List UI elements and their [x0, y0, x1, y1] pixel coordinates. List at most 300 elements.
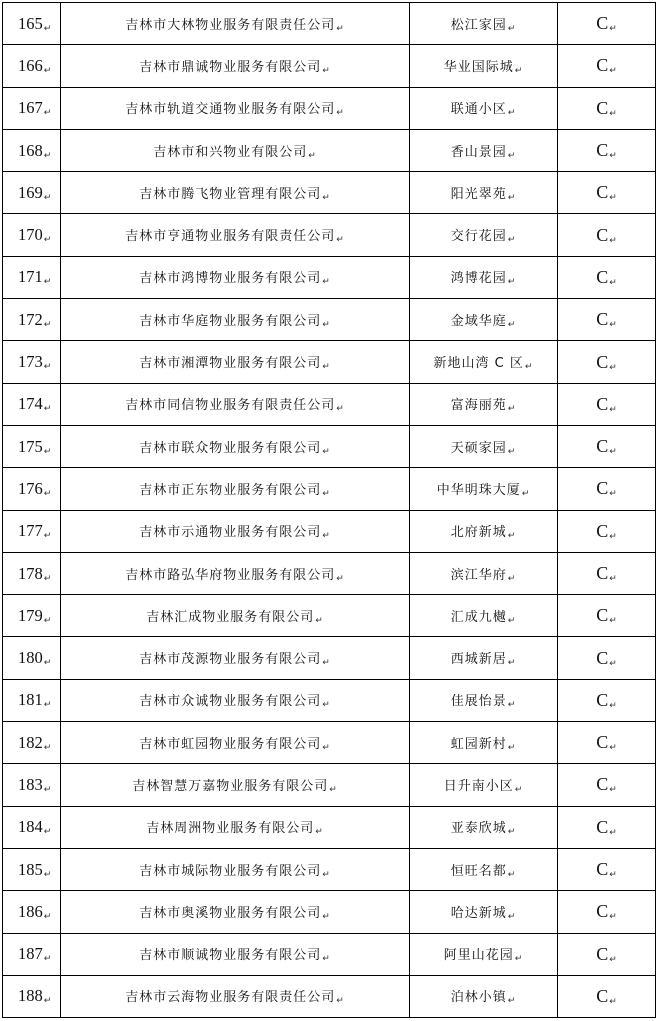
- paragraph-mark: ↵: [609, 912, 617, 923]
- grade-cell: [558, 45, 656, 87]
- company-name-cell: [61, 299, 410, 341]
- row-number: 187: [18, 944, 43, 964]
- estate-name: 北府新城: [450, 525, 507, 541]
- company-name: 吉林市虹园物业服务有限公司: [139, 736, 322, 752]
- estate-name: 滨江华府: [450, 567, 507, 583]
- paragraph-mark: ↵: [43, 108, 52, 119]
- paragraph-mark: ↵: [609, 235, 617, 246]
- table-row: [3, 3, 656, 45]
- paragraph-mark: ↵: [43, 573, 52, 584]
- paragraph-mark: ↵: [609, 66, 617, 77]
- paragraph-mark: ↵: [609, 658, 617, 669]
- paragraph-mark: ↵: [43, 615, 52, 626]
- table-row: [3, 129, 656, 171]
- company-name-cell: [61, 256, 410, 298]
- row-number-cell: [3, 806, 61, 848]
- paragraph-mark: ↵: [43, 996, 52, 1007]
- estate-name: 联通小区: [450, 102, 507, 118]
- paragraph-mark: ↵: [609, 362, 617, 373]
- company-name-cell: [61, 933, 410, 975]
- estate-name-cell: [410, 129, 558, 171]
- company-name: 吉林市华庭物业服务有限公司: [139, 313, 322, 329]
- paragraph-mark: ↵: [507, 742, 517, 753]
- paragraph-mark: ↵: [43, 404, 52, 415]
- row-number-cell: [3, 45, 61, 87]
- paragraph-mark: ↵: [507, 869, 517, 880]
- paragraph-mark: ↵: [336, 996, 345, 1007]
- estate-name-cell: [410, 764, 558, 806]
- row-number-cell: [3, 722, 61, 764]
- paragraph-mark: ↵: [507, 658, 517, 669]
- estate-name-cell: [410, 722, 558, 764]
- company-name: 吉林汇成物业服务有限公司: [146, 609, 315, 625]
- grade-value: C: [596, 309, 609, 330]
- estate-name-cell: [410, 552, 558, 594]
- estate-name: 华业国际城: [443, 59, 514, 75]
- estate-name-cell: [410, 975, 558, 1017]
- grade-cell: [558, 341, 656, 383]
- company-name-cell: [61, 975, 410, 1017]
- paragraph-mark: ↵: [609, 827, 617, 838]
- row-number-cell: [3, 848, 61, 890]
- paragraph-mark: ↵: [336, 23, 345, 34]
- estate-name-cell: [410, 45, 558, 87]
- row-number-cell: [3, 341, 61, 383]
- paragraph-mark: ↵: [609, 700, 617, 711]
- paragraph-mark: ↵: [609, 531, 617, 542]
- paragraph-mark: ↵: [43, 658, 52, 669]
- paragraph-mark: ↵: [336, 404, 345, 415]
- company-name-cell: [61, 3, 410, 45]
- company-name-cell: [61, 45, 410, 87]
- paragraph-mark: ↵: [322, 954, 331, 965]
- estate-name: 金域华庭: [450, 313, 507, 329]
- table-row: [3, 510, 656, 552]
- estate-name-cell: [410, 214, 558, 256]
- grade-cell: [558, 891, 656, 933]
- estate-name-cell: [410, 806, 558, 848]
- company-name: 吉林智慧万嘉物业服务有限公司: [132, 778, 329, 794]
- company-name: 吉林市路弘华府物业服务有限公司: [125, 567, 336, 583]
- paragraph-mark: ↵: [514, 954, 524, 965]
- table-row: [3, 383, 656, 425]
- estate-name: 新地山湾 C 区: [433, 356, 524, 372]
- company-name-cell: [61, 383, 410, 425]
- estate-name: 中华明珠大厦: [436, 482, 521, 498]
- grade-cell: [558, 299, 656, 341]
- paragraph-mark: ↵: [43, 65, 52, 76]
- row-number: 180: [18, 648, 43, 668]
- estate-name: 香山景园: [450, 144, 507, 160]
- paragraph-mark: ↵: [609, 320, 617, 331]
- estate-name-cell: [410, 637, 558, 679]
- grade-cell: [558, 425, 656, 467]
- company-name-cell: [61, 341, 410, 383]
- estate-name-cell: [410, 256, 558, 298]
- row-number: 181: [18, 690, 43, 710]
- estate-name: 鸿博花园: [450, 271, 507, 287]
- grade-value: C: [596, 816, 609, 837]
- grade-cell: [558, 806, 656, 848]
- company-name-cell: [61, 468, 410, 510]
- estate-name: 天硕家园: [450, 440, 507, 456]
- estate-name-cell: [410, 299, 558, 341]
- estate-name: 西城新居: [450, 652, 507, 668]
- row-number: 171: [18, 267, 43, 287]
- company-name: 吉林市和兴物业有限公司: [153, 144, 308, 160]
- grade-value: C: [596, 520, 609, 541]
- paragraph-mark: ↵: [507, 700, 517, 711]
- table-body: [3, 3, 656, 1018]
- paragraph-mark: ↵: [43, 319, 52, 330]
- row-number: 175: [18, 436, 43, 456]
- estate-name: 恒旺名都: [450, 863, 507, 879]
- grade-value: C: [596, 774, 609, 795]
- paragraph-mark: ↵: [322, 658, 331, 669]
- estate-name: 松江家园: [450, 17, 507, 33]
- paragraph-mark: ↵: [43, 531, 52, 542]
- row-number: 178: [18, 563, 43, 583]
- table-row: [3, 341, 656, 383]
- grade-value: C: [596, 436, 609, 457]
- company-name: 吉林市茂源物业服务有限公司: [139, 652, 322, 668]
- paragraph-mark: ↵: [43, 827, 52, 838]
- row-number-cell: [3, 764, 61, 806]
- grade-cell: [558, 510, 656, 552]
- row-number-cell: [3, 891, 61, 933]
- paragraph-mark: ↵: [322, 277, 331, 288]
- paragraph-mark: ↵: [507, 319, 517, 330]
- paragraph-mark: ↵: [507, 827, 517, 838]
- grade-cell: [558, 129, 656, 171]
- grade-value: C: [596, 224, 609, 245]
- grade-value: C: [596, 605, 609, 626]
- company-name-cell: [61, 891, 410, 933]
- company-name-cell: [61, 637, 410, 679]
- paragraph-mark: ↵: [507, 23, 517, 34]
- company-name-cell: [61, 552, 410, 594]
- row-number-cell: [3, 595, 61, 637]
- paragraph-mark: ↵: [507, 277, 517, 288]
- row-number: 173: [18, 352, 43, 372]
- row-number-cell: [3, 468, 61, 510]
- company-name: 吉林市顺诚物业服务有限公司: [139, 948, 322, 964]
- row-number: 183: [18, 774, 43, 794]
- table-row: [3, 764, 656, 806]
- paragraph-mark: ↵: [322, 531, 331, 542]
- paragraph-mark: ↵: [507, 150, 517, 161]
- company-name: 吉林市鸿博物业服务有限公司: [139, 271, 322, 287]
- paragraph-mark: ↵: [43, 362, 52, 373]
- table-row: [3, 933, 656, 975]
- table-row: [3, 722, 656, 764]
- row-number-cell: [3, 172, 61, 214]
- paragraph-mark: ↵: [609, 489, 617, 500]
- company-name: 吉林市同信物业服务有限责任公司: [125, 398, 336, 414]
- company-name-cell: [61, 764, 410, 806]
- estate-name-cell: [410, 425, 558, 467]
- paragraph-mark: ↵: [609, 24, 617, 35]
- paragraph-mark: ↵: [336, 573, 345, 584]
- company-name: 吉林市轨道交通物业服务有限公司: [125, 102, 336, 118]
- paragraph-mark: ↵: [507, 573, 517, 584]
- paragraph-mark: ↵: [43, 23, 52, 34]
- paragraph-mark: ↵: [43, 150, 52, 161]
- estate-name-cell: [410, 3, 558, 45]
- grade-value: C: [596, 859, 609, 880]
- estate-name: 佳展怡景: [450, 694, 507, 710]
- grade-cell: [558, 214, 656, 256]
- estate-name-cell: [410, 468, 558, 510]
- row-number-cell: [3, 425, 61, 467]
- grade-value: C: [596, 985, 609, 1006]
- row-number: 182: [18, 732, 43, 752]
- paragraph-mark: ↵: [521, 488, 531, 499]
- company-name: 吉林市众诚物业服务有限公司: [139, 694, 322, 710]
- table-row: [3, 214, 656, 256]
- paragraph-mark: ↵: [322, 446, 331, 457]
- table-row: [3, 806, 656, 848]
- grade-value: C: [596, 140, 609, 161]
- table-row: [3, 45, 656, 87]
- paragraph-mark: ↵: [609, 574, 617, 584]
- table-row: [3, 468, 656, 510]
- row-number-cell: [3, 383, 61, 425]
- row-number: 166: [18, 55, 43, 75]
- grade-value: C: [596, 689, 609, 710]
- estate-name: 亚泰欣城: [450, 821, 507, 837]
- paragraph-mark: ↵: [507, 235, 517, 246]
- paragraph-mark: ↵: [507, 108, 517, 119]
- estate-name-cell: [410, 933, 558, 975]
- company-name: 吉林市正东物业服务有限公司: [139, 482, 322, 498]
- row-number: 179: [18, 605, 43, 625]
- paragraph-mark: ↵: [609, 447, 617, 458]
- table-row: [3, 679, 656, 721]
- table-row: [3, 87, 656, 129]
- paragraph-mark: ↵: [322, 700, 331, 711]
- paragraph-mark: ↵: [336, 108, 345, 119]
- paragraph-mark: ↵: [507, 615, 517, 626]
- paragraph-mark: ↵: [609, 108, 617, 119]
- grade-cell: [558, 468, 656, 510]
- paragraph-mark: ↵: [43, 911, 52, 922]
- row-number-cell: [3, 975, 61, 1017]
- company-name: 吉林市鼎诚物业服务有限公司: [139, 59, 322, 75]
- grade-value: C: [596, 901, 609, 922]
- paragraph-mark: ↵: [43, 784, 52, 795]
- estate-name-cell: [410, 595, 558, 637]
- row-number-cell: [3, 214, 61, 256]
- row-number-cell: [3, 510, 61, 552]
- estate-name: 汇成九樾: [450, 609, 507, 625]
- paragraph-mark: ↵: [43, 446, 52, 457]
- company-name-cell: [61, 87, 410, 129]
- grade-cell: [558, 637, 656, 679]
- company-name-cell: [61, 722, 410, 764]
- table-row: [3, 637, 656, 679]
- paragraph-mark: ↵: [507, 404, 517, 415]
- row-number-cell: [3, 933, 61, 975]
- table-row: [3, 595, 656, 637]
- row-number-cell: [3, 3, 61, 45]
- company-name: 吉林市联众物业服务有限公司: [139, 440, 322, 456]
- row-number: 172: [18, 309, 43, 329]
- grade-value: C: [596, 97, 609, 118]
- estate-name-cell: [410, 510, 558, 552]
- grade-cell: [558, 975, 656, 1017]
- paragraph-mark: ↵: [43, 700, 52, 711]
- row-number: 168: [18, 140, 43, 160]
- grade-value: C: [596, 55, 609, 76]
- grade-value: C: [596, 943, 609, 964]
- row-number: 176: [18, 478, 43, 498]
- paragraph-mark: ↵: [315, 827, 324, 838]
- table-row: [3, 425, 656, 467]
- paragraph-mark: ↵: [507, 192, 517, 203]
- company-name: 吉林市大林物业服务有限责任公司: [125, 17, 336, 33]
- paragraph-mark: ↵: [524, 362, 534, 373]
- company-name-cell: [61, 806, 410, 848]
- property-rating-table: [2, 2, 656, 1018]
- grade-value: C: [596, 182, 609, 203]
- paragraph-mark: ↵: [43, 277, 52, 288]
- paragraph-mark: ↵: [322, 742, 331, 753]
- grade-value: C: [596, 478, 609, 499]
- row-number: 170: [18, 225, 43, 245]
- grade-value: C: [596, 647, 609, 668]
- paragraph-mark: ↵: [609, 996, 617, 1007]
- paragraph-mark: ↵: [609, 151, 617, 162]
- paragraph-mark: ↵: [43, 742, 52, 753]
- paragraph-mark: ↵: [322, 362, 331, 373]
- table-row: [3, 975, 656, 1017]
- row-number: 177: [18, 521, 43, 541]
- paragraph-mark: ↵: [43, 954, 52, 965]
- row-number-cell: [3, 679, 61, 721]
- grade-cell: [558, 552, 656, 594]
- row-number-cell: [3, 256, 61, 298]
- estate-name-cell: [410, 341, 558, 383]
- paragraph-mark: ↵: [609, 616, 617, 627]
- paragraph-mark: ↵: [322, 192, 331, 203]
- row-number: 165: [18, 13, 43, 33]
- row-number-cell: [3, 129, 61, 171]
- estate-name: 泊林小镇: [450, 990, 507, 1006]
- paragraph-mark: ↵: [43, 192, 52, 203]
- grade-cell: [558, 679, 656, 721]
- grade-cell: [558, 848, 656, 890]
- paragraph-mark: ↵: [43, 869, 52, 880]
- grade-cell: [558, 3, 656, 45]
- paragraph-mark: ↵: [507, 446, 517, 457]
- grade-cell: [558, 595, 656, 637]
- company-name-cell: [61, 679, 410, 721]
- row-number: 185: [18, 859, 43, 879]
- paragraph-mark: ↵: [609, 743, 617, 754]
- paragraph-mark: ↵: [609, 954, 617, 965]
- table-row: [3, 299, 656, 341]
- row-number: 188: [18, 986, 43, 1006]
- row-number: 186: [18, 901, 43, 921]
- paragraph-mark: ↵: [322, 319, 331, 330]
- estate-name-cell: [410, 87, 558, 129]
- row-number: 184: [18, 817, 43, 837]
- estate-name-cell: [410, 848, 558, 890]
- company-name: 吉林周洲物业服务有限公司: [146, 821, 315, 837]
- company-name-cell: [61, 129, 410, 171]
- estate-name-cell: [410, 679, 558, 721]
- company-name-cell: [61, 214, 410, 256]
- estate-name: 阳光翠苑: [450, 186, 507, 202]
- estate-name: 哈达新城: [450, 905, 507, 921]
- paragraph-mark: ↵: [329, 784, 338, 795]
- grade-cell: [558, 764, 656, 806]
- paragraph-mark: ↵: [507, 911, 517, 922]
- table-row: [3, 172, 656, 214]
- grade-cell: [558, 722, 656, 764]
- company-name: 吉林市云海物业服务有限责任公司: [125, 990, 336, 1006]
- company-name: 吉林市奥溪物业服务有限公司: [139, 905, 322, 921]
- paragraph-mark: ↵: [609, 785, 617, 796]
- paragraph-mark: ↵: [43, 488, 52, 499]
- paragraph-mark: ↵: [609, 870, 617, 881]
- estate-name-cell: [410, 172, 558, 214]
- table-row: [3, 552, 656, 594]
- row-number-cell: [3, 299, 61, 341]
- grade-value: C: [596, 393, 609, 414]
- table-row: [3, 256, 656, 298]
- paragraph-mark: ↵: [609, 277, 617, 288]
- grade-value: C: [596, 351, 609, 372]
- paragraph-mark: ↵: [336, 235, 345, 246]
- company-name: 吉林市腾飞物业管理有限公司: [139, 186, 322, 202]
- grade-value: C: [596, 732, 609, 753]
- grade-value: C: [596, 563, 609, 583]
- grade-value: C: [596, 13, 609, 34]
- row-number: 174: [18, 394, 43, 414]
- paragraph-mark: ↵: [322, 65, 331, 76]
- estate-name-cell: [410, 891, 558, 933]
- grade-cell: [558, 172, 656, 214]
- company-name-cell: [61, 848, 410, 890]
- company-name: 吉林市亨通物业服务有限责任公司: [125, 229, 336, 245]
- paragraph-mark: ↵: [322, 488, 331, 499]
- company-name-cell: [61, 425, 410, 467]
- company-name-cell: [61, 172, 410, 214]
- row-number: 167: [18, 98, 43, 118]
- row-number: 169: [18, 182, 43, 202]
- table-row: [3, 848, 656, 890]
- estate-name-cell: [410, 383, 558, 425]
- company-name: 吉林市示通物业服务有限公司: [139, 525, 322, 541]
- estate-name: 阿里山花园: [443, 948, 514, 964]
- paragraph-mark: ↵: [308, 150, 317, 161]
- paragraph-mark: ↵: [514, 784, 524, 795]
- company-name: 吉林市湘潭物业服务有限公司: [139, 356, 322, 372]
- paragraph-mark: ↵: [43, 235, 52, 246]
- grade-cell: [558, 87, 656, 129]
- estate-name: 交行花园: [450, 229, 507, 245]
- company-name-cell: [61, 595, 410, 637]
- company-name-cell: [61, 510, 410, 552]
- estate-name: 虹园新村: [450, 736, 507, 752]
- grade-cell: [558, 256, 656, 298]
- paragraph-mark: ↵: [315, 615, 324, 626]
- paragraph-mark: ↵: [514, 65, 524, 76]
- company-name: 吉林市城际物业服务有限公司: [139, 863, 322, 879]
- paragraph-mark: ↵: [609, 193, 617, 204]
